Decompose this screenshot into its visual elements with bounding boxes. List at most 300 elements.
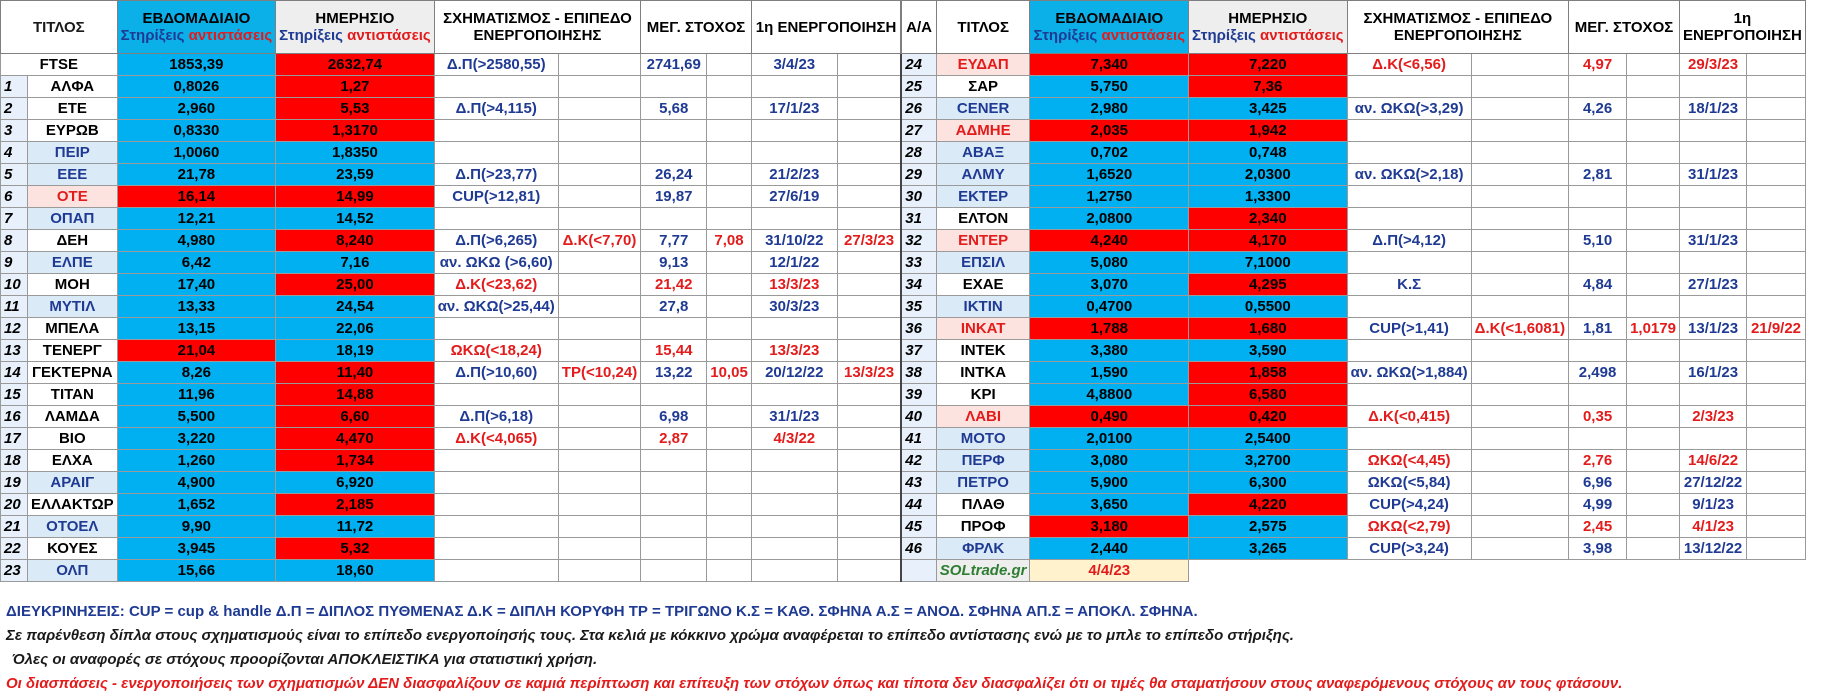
activation-primary: 4/3/22: [751, 428, 837, 450]
weekly-value: 0,702: [1030, 142, 1189, 164]
support-label: Στηρίξεις: [279, 27, 343, 44]
resistance-label: αντιστάσεις: [188, 27, 273, 44]
pattern-secondary: [1471, 54, 1568, 76]
daily-value: 8,240: [276, 230, 435, 252]
stock-name: ΕΠΣΙΛ: [936, 252, 1030, 274]
pattern-secondary: [1471, 362, 1568, 384]
daily-value: 2632,74: [276, 54, 435, 76]
weekly-value: 11,96: [117, 384, 276, 406]
row-index: 42: [901, 450, 936, 472]
row-index: 25: [901, 76, 936, 98]
row-index: 7: [1, 208, 28, 230]
weekly-value: 0,8330: [117, 120, 276, 142]
pattern-secondary: [558, 252, 640, 274]
row-index: 32: [901, 230, 936, 252]
row-index: 12: [1, 318, 28, 340]
support-label: Στηρίξεις: [1192, 27, 1256, 44]
weekly-value: 1,260: [117, 450, 276, 472]
activation-primary: 12/1/22: [751, 252, 837, 274]
pattern-primary: [1347, 142, 1471, 164]
target-primary: 7,77: [641, 230, 707, 252]
target-secondary: [707, 560, 752, 582]
target-secondary: [1627, 538, 1680, 560]
daily-value: 6,300: [1189, 472, 1348, 494]
activation-primary: 14/6/22: [1679, 450, 1746, 472]
blank-area: [1189, 560, 1806, 582]
target-secondary: [707, 538, 752, 560]
daily-value: 4,170: [1189, 230, 1348, 252]
table-row: [1, 362, 1806, 384]
pattern-primary: [434, 384, 558, 406]
pattern-primary: [434, 318, 558, 340]
daily-value: 7,220: [1189, 54, 1348, 76]
note-levels: Σε παρένθεση δίπλα στους σχηματισμούς είναι το επίπεδο ενεργοποίησής τους. Στα κελιά με κόκκινο χρώμα αναφέρεται το επίπεδο αντίστασης ενώ με το μπλε το επίπεδο στήριξης.: [6, 627, 1294, 644]
pattern-primary: αν. ΩΚΩ(>3,29): [1347, 98, 1471, 120]
daily-value: 14,88: [276, 384, 435, 406]
daily-value: 7,36: [1189, 76, 1348, 98]
target-primary: 1,81: [1569, 318, 1627, 340]
weekly-value: 3,070: [1030, 274, 1189, 296]
activation-secondary: [837, 450, 901, 472]
target-primary: 2,87: [641, 428, 707, 450]
weekly-value: 2,960: [117, 98, 276, 120]
weekly-value: 0,8026: [117, 76, 276, 98]
daily-value: 11,72: [276, 516, 435, 538]
target-primary: [1569, 384, 1627, 406]
pattern-secondary: [1471, 164, 1568, 186]
activation-secondary: [837, 186, 901, 208]
stock-name: ΙΚΤΙΝ: [936, 296, 1030, 318]
pattern-secondary: [1471, 230, 1568, 252]
stock-name: ΜΟΗ: [28, 274, 118, 296]
target-primary: 26,24: [641, 164, 707, 186]
stock-name: ΕΛΤΟΝ: [936, 208, 1030, 230]
pattern-primary: [434, 494, 558, 516]
activation-primary: [751, 76, 837, 98]
stock-name: ΣΑΡ: [936, 76, 1030, 98]
target-secondary: [707, 164, 752, 186]
table-row: [1, 494, 1806, 516]
target-secondary: [707, 472, 752, 494]
target-primary: [1569, 120, 1627, 142]
activation-primary: 31/1/23: [751, 406, 837, 428]
target-secondary: [1627, 120, 1680, 142]
daily-value: 14,52: [276, 208, 435, 230]
target-primary: 2,45: [1569, 516, 1627, 538]
activation-secondary: [1747, 54, 1806, 76]
table-row: [1, 120, 1806, 142]
activation-primary: 31/10/22: [751, 230, 837, 252]
target-secondary: [1627, 428, 1680, 450]
target-primary: 4,97: [1569, 54, 1627, 76]
activation-secondary: 13/3/23: [837, 362, 901, 384]
row-index: 38: [901, 362, 936, 384]
table-row: [1, 516, 1806, 538]
activation-secondary: [837, 560, 901, 582]
pattern-secondary: [558, 76, 640, 98]
pattern-primary: [1347, 252, 1471, 274]
activation-primary: [1679, 296, 1746, 318]
pattern-secondary: [558, 560, 640, 582]
activation-primary: [751, 384, 837, 406]
activation-secondary: [837, 76, 901, 98]
weekly-value: 1853,39: [117, 54, 276, 76]
row-index: 43: [901, 472, 936, 494]
table-row: [1, 54, 1806, 76]
activation-secondary: [1747, 208, 1806, 230]
target-secondary: [707, 384, 752, 406]
stock-name: ΕΝΤΕΡ: [936, 230, 1030, 252]
stock-name: ΜΥΤΙΛ: [28, 296, 118, 318]
activation-primary: 13/3/23: [751, 340, 837, 362]
activation-secondary: [1747, 406, 1806, 428]
pattern-primary: ΩΚΩ(<18,24): [434, 340, 558, 362]
target-primary: [641, 450, 707, 472]
target-secondary: [707, 406, 752, 428]
activation-secondary: [837, 538, 901, 560]
table-row: [1, 560, 1806, 582]
activation-secondary: [1747, 538, 1806, 560]
target-secondary: [707, 142, 752, 164]
activation-secondary: [837, 516, 901, 538]
pattern-secondary: [1471, 76, 1568, 98]
col-daily-left: [276, 1, 435, 54]
target-secondary: [707, 54, 752, 76]
target-secondary: [707, 516, 752, 538]
stock-name: ΕΤΕ: [28, 98, 118, 120]
pattern-primary: [1347, 120, 1471, 142]
weekly-value: 21,78: [117, 164, 276, 186]
target-secondary: [1627, 494, 1680, 516]
weekly-value: 1,2750: [1030, 186, 1189, 208]
pattern-secondary: [558, 538, 640, 560]
weekly-value: 1,0060: [117, 142, 276, 164]
weekly-value: 2,035: [1030, 120, 1189, 142]
activation-primary: 27/1/23: [1679, 274, 1746, 296]
row-index: 33: [901, 252, 936, 274]
row-index: 16: [1, 406, 28, 428]
activation-primary: [1679, 186, 1746, 208]
pattern-secondary: [1471, 384, 1568, 406]
stock-name: ΕΛΛΑΚΤΩΡ: [28, 494, 118, 516]
row-index: 22: [1, 538, 28, 560]
pattern-primary: [434, 472, 558, 494]
report-date: 4/4/23: [1030, 560, 1189, 582]
table-row: [1, 208, 1806, 230]
target-primary: 21,42: [641, 274, 707, 296]
activation-secondary: [837, 120, 901, 142]
pattern-secondary: [1471, 538, 1568, 560]
weekly-value: 4,8800: [1030, 384, 1189, 406]
activation-primary: [751, 318, 837, 340]
weekly-value: 4,240: [1030, 230, 1189, 252]
support-label: Στηρίξεις: [1033, 27, 1098, 44]
pattern-primary: [434, 120, 558, 142]
stock-name: ΟΛΠ: [28, 560, 118, 582]
target-secondary: [707, 120, 752, 142]
stock-name: ΒΙΟ: [28, 428, 118, 450]
row-index: 26: [901, 98, 936, 120]
daily-value: 1,8350: [276, 142, 435, 164]
target-secondary: [707, 318, 752, 340]
target-secondary: [1627, 230, 1680, 252]
target-secondary: [1627, 384, 1680, 406]
daily-value: 23,59: [276, 164, 435, 186]
pattern-secondary: [1471, 252, 1568, 274]
row-index: 21: [1, 516, 28, 538]
stock-name: ΕΥΡΩΒ: [28, 120, 118, 142]
activation-secondary: [1747, 76, 1806, 98]
weekly-value: 6,42: [117, 252, 276, 274]
pattern-primary: [434, 516, 558, 538]
daily-value: 7,1000: [1189, 252, 1348, 274]
activation-primary: 21/2/23: [751, 164, 837, 186]
row-index: 45: [901, 516, 936, 538]
daily-value: 4,470: [276, 428, 435, 450]
pattern-secondary: [558, 318, 640, 340]
activation-secondary: [837, 142, 901, 164]
legend-note: ΔΙΕΥΚΡΙΝΗΣΕΙΣ: CUP = cup & handle Δ.Π = ΔΙΠΛΟΣ ΠΥΘΜΕΝΑΣ Δ.Κ = ΔΙΠΛΗ ΚΟΡΥΦΗ ΤΡ = ΤΡΙΓΩΝΟ Κ.Σ = ΚΑΘ. ΣΦΗΝΑ Α.Σ = ΑΝΟΔ. ΣΦΗΝΑ ΑΠ.Σ = ΑΠΟΚΛ. ΣΦΗΝΑ.: [6, 603, 1198, 620]
target-secondary: [707, 274, 752, 296]
row-index: 29: [901, 164, 936, 186]
pattern-primary: [434, 208, 558, 230]
row-index: 8: [1, 230, 28, 252]
target-primary: 5,68: [641, 98, 707, 120]
row-index: 34: [901, 274, 936, 296]
weekly-value: 1,590: [1030, 362, 1189, 384]
daily-value: 2,185: [276, 494, 435, 516]
stock-name: ΛΑΜΔΑ: [28, 406, 118, 428]
weekly-label: ΕΒΔΟΜΑΔΙΑΙΟ: [1055, 10, 1164, 27]
activation-primary: 3/4/23: [751, 54, 837, 76]
activation-secondary: [1747, 252, 1806, 274]
daily-value: 1,734: [276, 450, 435, 472]
daily-value: 1,27: [276, 76, 435, 98]
target-primary: 9,13: [641, 252, 707, 274]
pattern-primary: ΩΚΩ(<4,45): [1347, 450, 1471, 472]
daily-value: 3,2700: [1189, 450, 1348, 472]
pattern-secondary: [558, 164, 640, 186]
activation-secondary: [837, 296, 901, 318]
stock-name: ΠΛΑΘ: [936, 494, 1030, 516]
pattern-secondary: [1471, 142, 1568, 164]
weekly-value: 4,900: [117, 472, 276, 494]
stock-name: CENER: [936, 98, 1030, 120]
target-primary: [1569, 186, 1627, 208]
target-secondary: [707, 494, 752, 516]
activation-secondary: [1747, 450, 1806, 472]
weekly-value: 21,04: [117, 340, 276, 362]
activation-secondary: [1747, 362, 1806, 384]
pattern-secondary: [558, 142, 640, 164]
daily-value: 18,60: [276, 560, 435, 582]
stock-name: ΚΡΙ: [936, 384, 1030, 406]
row-index: 17: [1, 428, 28, 450]
weekly-value: 1,6520: [1030, 164, 1189, 186]
target-primary: [641, 538, 707, 560]
col-title-right: ΤΙΤΛΟΣ: [936, 1, 1030, 54]
stock-name: ΠΕΡΦ: [936, 450, 1030, 472]
table-row: [1, 186, 1806, 208]
pattern-primary: [1347, 186, 1471, 208]
target-primary: 6,96: [1569, 472, 1627, 494]
target-primary: 19,87: [641, 186, 707, 208]
pattern-primary: Κ.Σ: [1347, 274, 1471, 296]
target-secondary: [1627, 340, 1680, 362]
daily-value: 4,295: [1189, 274, 1348, 296]
activation-primary: 9/1/23: [1679, 494, 1746, 516]
pattern-secondary: [1471, 98, 1568, 120]
row-index: 28: [901, 142, 936, 164]
target-primary: 4,26: [1569, 98, 1627, 120]
target-secondary: [1627, 252, 1680, 274]
row-index: 19: [1, 472, 28, 494]
daily-value: 4,220: [1189, 494, 1348, 516]
activation-primary: [1679, 340, 1746, 362]
row-index: 2: [1, 98, 28, 120]
daily-value: 18,19: [276, 340, 435, 362]
pattern-primary: [1347, 340, 1471, 362]
table-row: [1, 230, 1806, 252]
activation-primary: [751, 472, 837, 494]
stock-name: ΙΝΤΕΚ: [936, 340, 1030, 362]
pattern-primary: Δ.Κ(<0,415): [1347, 406, 1471, 428]
pattern-secondary: [558, 428, 640, 450]
pattern-secondary: [558, 296, 640, 318]
pattern-secondary: [558, 120, 640, 142]
table-body: [1, 1, 1806, 582]
target-secondary: [1627, 406, 1680, 428]
target-primary: [641, 208, 707, 230]
pattern-secondary: [1471, 494, 1568, 516]
table-row: [1, 142, 1806, 164]
target-primary: 27,8: [641, 296, 707, 318]
activation-secondary: [837, 252, 901, 274]
weekly-value: 12,21: [117, 208, 276, 230]
daily-value: 6,580: [1189, 384, 1348, 406]
stock-name: ΦΡΛΚ: [936, 538, 1030, 560]
target-primary: 13,22: [641, 362, 707, 384]
activation-secondary: [837, 318, 901, 340]
target-primary: 5,10: [1569, 230, 1627, 252]
header-row: [1, 1, 1806, 54]
weekly-value: 3,080: [1030, 450, 1189, 472]
weekly-value: 3,650: [1030, 494, 1189, 516]
stock-name: ΕΥΔΑΠ: [936, 54, 1030, 76]
table-row: [1, 98, 1806, 120]
pattern-primary: Δ.Π(>23,77): [434, 164, 558, 186]
pattern-primary: CUP(>1,41): [1347, 318, 1471, 340]
weekly-value: 5,750: [1030, 76, 1189, 98]
activation-primary: [751, 538, 837, 560]
activation-secondary: [837, 164, 901, 186]
stock-name: ΑΔΜΗΕ: [936, 120, 1030, 142]
activation-primary: [751, 208, 837, 230]
stock-name: ΕΚΤΕΡ: [936, 186, 1030, 208]
daily-value: 3,265: [1189, 538, 1348, 560]
pattern-secondary: [558, 494, 640, 516]
activation-secondary: 21/9/22: [1747, 318, 1806, 340]
activation-secondary: [1747, 384, 1806, 406]
activation-primary: 30/3/23: [751, 296, 837, 318]
row-index: 35: [901, 296, 936, 318]
target-primary: 2,498: [1569, 362, 1627, 384]
activation-secondary: [837, 472, 901, 494]
note-disclaimer: Οι διασπάσεις - ενεργοποιήσεις των σχηματισμών ΔΕΝ διασφαλίζουν σε καμιά περίπτωση και επίτευξη των στόχων όπως και τίποτα δεν διασφαλίζει ότι οι τιμές θα σταματήσουν στους αναφερόμενους στόχους αν τους φτάσουν.: [6, 675, 1623, 692]
target-secondary: [707, 252, 752, 274]
target-secondary: [1627, 164, 1680, 186]
stock-name: ΕΛΠΕ: [28, 252, 118, 274]
target-secondary: [1627, 274, 1680, 296]
table-row: [1, 318, 1806, 340]
activation-secondary: [1747, 428, 1806, 450]
row-index: 36: [901, 318, 936, 340]
target-secondary: [1627, 362, 1680, 384]
pattern-primary: Δ.Κ(<4,065): [434, 428, 558, 450]
table-row: [1, 76, 1806, 98]
target-secondary: [1627, 142, 1680, 164]
col-pattern-left: ΣΧΗΜΑΤΙΣΜΟΣ - ΕΠΙΠΕΔΟ ΕΝΕΡΓΟΠΟΙΗΣΗΣ: [434, 1, 641, 54]
pattern-secondary: [558, 98, 640, 120]
target-primary: [1569, 428, 1627, 450]
activation-primary: [1679, 384, 1746, 406]
activation-primary: [751, 516, 837, 538]
activation-primary: 31/1/23: [1679, 164, 1746, 186]
row-index: 40: [901, 406, 936, 428]
activation-primary: [1679, 120, 1746, 142]
weekly-value: 0,4700: [1030, 296, 1189, 318]
pattern-primary: [434, 538, 558, 560]
pattern-secondary: [1471, 274, 1568, 296]
pattern-primary: [1347, 208, 1471, 230]
pattern-primary: ΩΚΩ(<5,84): [1347, 472, 1471, 494]
stock-name: ΙΝΤΚΑ: [936, 362, 1030, 384]
target-secondary: [707, 340, 752, 362]
weekly-value: 7,340: [1030, 54, 1189, 76]
pattern-secondary: [1471, 120, 1568, 142]
row-index: 15: [1, 384, 28, 406]
activation-primary: 31/1/23: [1679, 230, 1746, 252]
pattern-primary: αν. ΩΚΩ(>1,884): [1347, 362, 1471, 384]
support-label: Στηρίξεις: [120, 27, 185, 44]
col-pattern-right: ΣΧΗΜΑΤΙΣΜΟΣ - ΕΠΙΠΕΔΟ ΕΝΕΡΓΟΠΟΙΗΣΗΣ: [1347, 1, 1569, 54]
pattern-primary: [1347, 428, 1471, 450]
activation-secondary: [1747, 340, 1806, 362]
pattern-primary: αν. ΩΚΩ(>25,44): [434, 296, 558, 318]
stock-name: ΜΠΕΛΑ: [28, 318, 118, 340]
target-secondary: [1627, 54, 1680, 76]
weekly-value: 2,0800: [1030, 208, 1189, 230]
row-index: 31: [901, 208, 936, 230]
weekly-value: 3,220: [117, 428, 276, 450]
weekly-value: 16,14: [117, 186, 276, 208]
col-aa: Α/Α: [901, 1, 936, 54]
col-title-left: ΤΙΤΛΟΣ: [1, 1, 118, 54]
activation-secondary: [1747, 186, 1806, 208]
target-secondary: [1627, 450, 1680, 472]
target-primary: [1569, 252, 1627, 274]
weekly-value: 8,26: [117, 362, 276, 384]
daily-value: 2,0300: [1189, 164, 1348, 186]
pattern-secondary: [558, 516, 640, 538]
pattern-primary: [434, 76, 558, 98]
pattern-secondary: [1471, 516, 1568, 538]
target-primary: [1569, 208, 1627, 230]
target-secondary: [1627, 296, 1680, 318]
activation-secondary: [1747, 516, 1806, 538]
daily-value: 25,00: [276, 274, 435, 296]
weekly-value: 5,500: [117, 406, 276, 428]
